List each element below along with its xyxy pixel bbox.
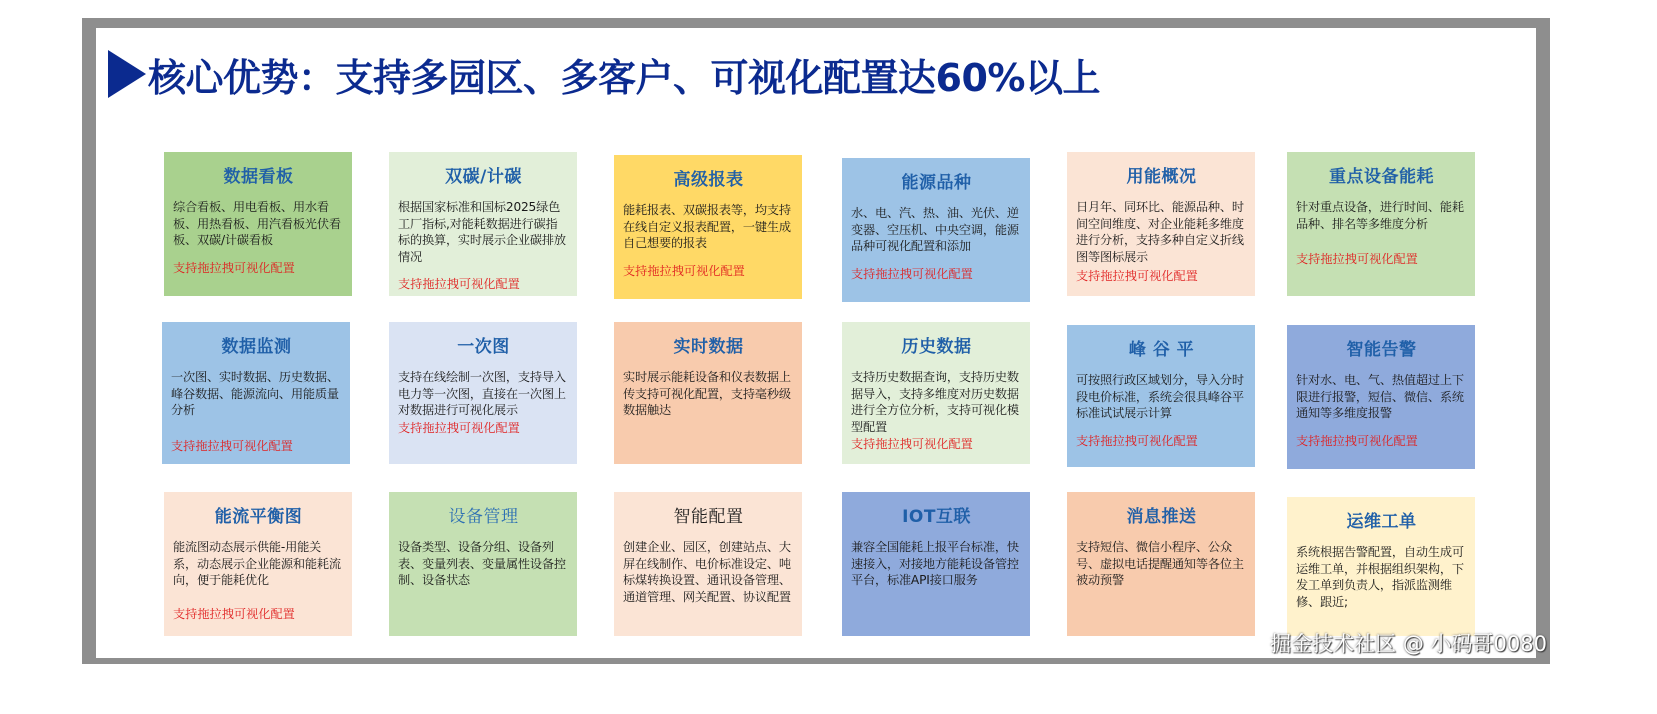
card-title: 运维工单 xyxy=(1346,512,1417,532)
card-description: 针对水、电、气、热值超过上下限进行报警，短信、微信、系统通知等多维度报警 xyxy=(1296,373,1464,420)
card-config-tag: 支持拖拉拽可视化配置 xyxy=(1296,252,1418,266)
feature-card-notifications xyxy=(1067,492,1255,636)
feature-card-carbon xyxy=(389,152,577,296)
card-config-tag: 支持拖拉拽可视化配置 xyxy=(171,438,293,453)
card-config-tag: 支持拖拉拽可视化配置 xyxy=(173,606,295,621)
feature-card-peak-valley xyxy=(1067,325,1255,467)
card-title: 一次图 xyxy=(457,337,510,357)
card-description: 综合看板、用电看板、用水看板、用热看板、用汽看板光伏看板、双碳/计碳看板 xyxy=(173,200,341,247)
card-config-tag: 支持拖拉拽可视化配置 xyxy=(398,277,520,291)
feature-card-smart-config xyxy=(614,492,802,636)
card-title: 能源品种 xyxy=(901,173,972,193)
slide-title: 核心优势：支持多园区、多客户、可视化配置达60%以上 xyxy=(148,55,1100,100)
card-description: 支持在线绘制一次图，支持导入电力等一次图，直接在一次图上对数据进行可视化展示 xyxy=(398,370,566,417)
card-description: 系统根据告警配置，自动生成可运维工单，并根据组织架构，下发工单到负责人，指派监测维修、跟近; xyxy=(1296,545,1464,609)
feature-card-energy-types xyxy=(842,158,1030,302)
card-title: 智能配置 xyxy=(673,507,744,527)
feature-card-history-data xyxy=(842,322,1030,464)
feature-card-one-line-diagram xyxy=(389,322,577,464)
card-config-tag: 支持拖拉拽可视化配置 xyxy=(1076,269,1198,283)
feature-card-smart-alarm xyxy=(1287,325,1475,469)
card-description: 一次图、实时数据、历史数据、峰谷数据、能源流向、用能质量分析 xyxy=(171,370,339,417)
feature-card-reports xyxy=(614,155,802,299)
feature-card-monitoring xyxy=(162,322,350,464)
feature-card-realtime-data xyxy=(614,322,802,464)
card-description: 水、电、汽、热、油、光伏、逆变器、空压机、中央空调，能源品种可视化配置和添加 xyxy=(851,206,1019,253)
card-description: 根据国家标准和国标2025绿色工厂指标,对能耗数据进行碳指标的换算，实时展示企业碳排放情况 xyxy=(398,200,566,264)
card-title: 实时数据 xyxy=(673,337,744,357)
feature-card-work-orders xyxy=(1287,497,1475,636)
card-title: 能流平衡图 xyxy=(214,507,303,527)
card-title: 消息推送 xyxy=(1126,507,1197,527)
watermark-text: 掘金技术社区 @ 小码哥0080 xyxy=(1270,632,1547,656)
card-description: 可按照行政区域划分，导入分时段电价标准，系统会很具峰谷平标准试试展示计算 xyxy=(1076,373,1244,420)
card-config-tag: 支持拖拉拽可视化配置 xyxy=(398,420,520,435)
card-description: 日月年、同环比、能源品种、时间空间维度、对企业能耗多维度进行分析，支持多种自定义折线图等图标展示 xyxy=(1076,200,1244,264)
card-title: 智能告警 xyxy=(1346,340,1417,360)
card-title: 数据监测 xyxy=(221,337,292,357)
card-title: 用能概况 xyxy=(1126,167,1197,187)
title-arrow-icon xyxy=(108,50,146,98)
feature-card-iot xyxy=(842,492,1030,636)
card-config-tag: 支持拖拉拽可视化配置 xyxy=(623,263,745,278)
card-title: 设备管理 xyxy=(448,507,519,527)
card-config-tag: 支持拖拉拽可视化配置 xyxy=(1076,433,1198,448)
card-description: 针对重点设备，进行时间、能耗品种、排名等多维度分析 xyxy=(1296,200,1464,231)
card-description: 支持历史数据查询，支持历史数据导入，支持多维度对历史数据进行全方位分析，支持可视化模型配置 xyxy=(851,370,1019,434)
card-config-tag: 支持拖拉拽可视化配置 xyxy=(1296,433,1418,448)
card-description: 设备类型、设备分组、设备列表、变量列表、变量属性设备控制、设备状态 xyxy=(398,540,566,587)
feature-card-energy-flow xyxy=(164,492,352,636)
card-description: 能流图动态展示供能-用能关系，动态展示企业能源和能耗流向，便于能耗优化 xyxy=(173,540,341,587)
feature-card-device-management xyxy=(389,492,577,636)
card-description: 实时展示能耗设备和仪表数据上传支持可视化配置，支持毫秒级数据触达 xyxy=(623,370,791,417)
card-config-tag: 支持拖拉拽可视化配置 xyxy=(173,260,295,275)
card-description: 兼容全国能耗上报平台标准，快速接入，对接地方能耗设备管控平台，标准API接口服务 xyxy=(851,540,1019,587)
card-config-tag: 支持拖拉拽可视化配置 xyxy=(851,437,973,451)
card-title: 数据看板 xyxy=(223,167,294,187)
feature-card-key-equipment xyxy=(1287,152,1475,296)
card-title: 高级报表 xyxy=(673,170,744,190)
card-title: 双碳/计碳 xyxy=(445,167,522,187)
card-title: 峰 谷 平 xyxy=(1128,340,1195,360)
card-config-tag: 支持拖拉拽可视化配置 xyxy=(851,266,973,281)
card-description: 支持短信、微信小程序、公众号、虚拟电话提醒通知等各位主被动预警 xyxy=(1076,540,1244,587)
card-description: 创建企业、园区，创建站点、大屏在线制作、电价标准设定、吨标煤转换设置、通讯设备管理、通道管理、网关配置、协议配置 xyxy=(623,540,791,604)
feature-card-dashboard xyxy=(164,152,352,296)
card-title: IOT互联 xyxy=(902,507,971,527)
feature-card-usage-overview xyxy=(1067,152,1255,296)
slide-title-row xyxy=(108,46,1100,102)
card-title: 历史数据 xyxy=(901,337,972,357)
card-description: 能耗报表、双碳报表等，均支持在线自定义报表配置，一键生成自己想要的报表 xyxy=(623,203,791,250)
card-title: 重点设备能耗 xyxy=(1329,167,1434,187)
